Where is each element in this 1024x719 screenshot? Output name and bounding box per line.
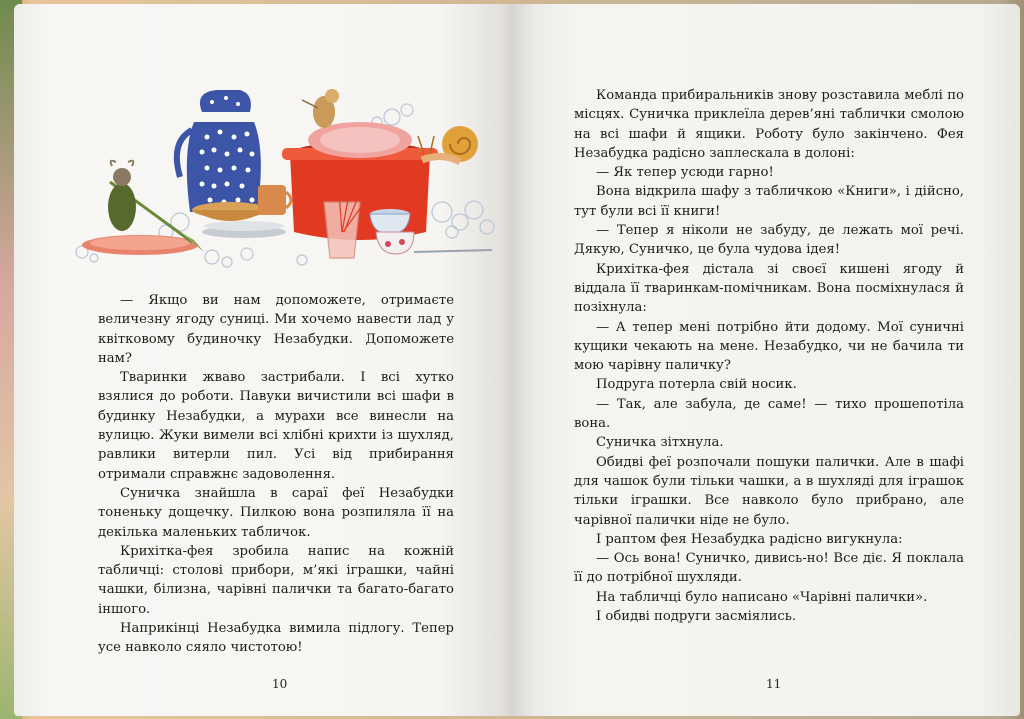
right-page-text [574,86,964,626]
paragraph: Вона відкрила шафу з табличкою «Книги», і дійсно, тут були всі її книги! [574,184,964,219]
kitchen-illustration [62,82,512,282]
page-number: 11 [766,677,782,691]
open-book [14,4,1022,716]
paragraph: На табличці було написано «Чарівні палички». [596,589,928,605]
paragraph: Команда прибиральників знову розставила меблі по місцях. Суничка приклеїла дерев’яні таблички смолою на всі шафи й ящики. Роботу було закінчено. Фея Незабудка радісно заплескала в долоні: [574,88,964,161]
paragraph: — А тепер мені потрібно йти додому. Мої суничні кущики чекають на мене. Незабудко, чи не бачила ти мою чарівну паличку? [574,319,964,374]
paragraph: Крихітка-фея дістала зі своєї кишені ягоду й віддала її тваринкам-помічникам. Вона посміхнулася й позіхнула: [574,261,964,316]
red-pot [282,122,438,240]
left-page-text [98,291,454,658]
paragraph: — Якщо ви нам допоможете, отримаєте величезну ягоду суниці. Ми хочемо навести лад у квітковому будиночку Незабудки. Допоможете нам? [98,293,454,366]
paragraph: Обидві феї розпочали пошуки палички. Але в шафі для чашок були тільки чашки, а в шухляді для іграшок тільки іграшки. Все навколо було прибрано, але чарівної палички ніде не було. [574,454,964,528]
paragraph: Суничка зітхнула. [596,435,724,451]
paragraph: Тваринки жваво застрибали. І всі хутко взялися до роботи. Павуки вичистили всі шафи в будинку Незабудки, а мурахи все винесли на вулицю. Жуки вимели всі хлібні крихти із шухляд, равлики витерли пил. Усі від прибирання отримали справжнє задоволення. [98,370,454,482]
page-number: 10 [272,677,288,691]
paragraph: І обидві подруги засміялись. [596,609,797,625]
left-page [14,4,514,716]
paragraph: Суничка знайшла в сараї феї Незабудки тоненьку дощечку. Пилкою вона розпиляла її на декілька маленьких табличок. [98,485,454,540]
mouse-on-pot [302,89,339,128]
polka-dot-jug [177,90,261,212]
paragraph: — Ось вона! Суничко, дивись-но! Все діє. Я поклала її до потрібної шухляди. [574,551,964,586]
paragraph: І раптом фея Незабудка радісно вигукнула: [596,531,903,547]
paragraph: — Тепер я ніколи не забуду, де лежать мої речі. Дякую, Суничко, це була чудова ідея! [574,223,964,258]
paragraph: Крихітка-фея зробила напис на кожній табличці: столові прибори, м’які іграшки, чайні чашки, білизна, чарівні палички та багато-багато іншого. [98,543,454,617]
right-page [514,4,1020,716]
paragraph: — Як тепер усюди гарно! [596,165,774,181]
paragraph: — Так, але забула, де саме! — тихо прошепотіла вона. [574,396,964,432]
paragraph: Наприкінці Незабудка вимила підлогу. Тепер усе навколо сяяло чистотою! [98,621,454,656]
snail [418,126,478,162]
paragraph: Подруга потерла свій носик. [596,377,797,393]
